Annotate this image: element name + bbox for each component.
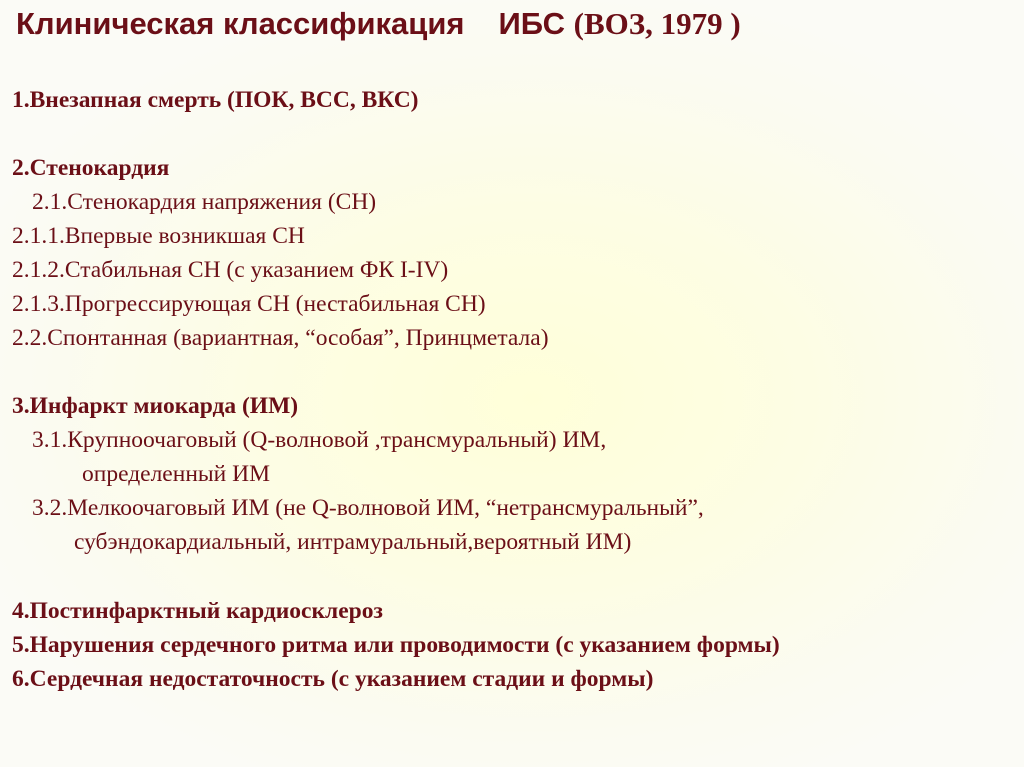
- list-item-3-1-cont: определенный ИМ: [82, 461, 270, 487]
- slide-title: [16, 6, 741, 42]
- list-item-3-2: 3.2.Мелкоочаговый ИМ (не Q-волновой ИМ, “нетрансмуральный”,: [32, 495, 704, 521]
- list-item-3-2-cont: субэндокардиальный, интрамуральный,вероятный ИМ): [74, 529, 632, 555]
- list-item-2: 2.Стенокардия: [12, 155, 170, 181]
- list-item-4: 4.Постинфарктный кардиосклероз: [12, 598, 383, 624]
- list-item-1: 1.Внезапная смерть (ПОК, ВСС, ВКС): [12, 87, 419, 113]
- title-source: (ВОЗ, 1979 ): [573, 6, 741, 41]
- title-abbr: ИБС: [498, 6, 566, 41]
- list-item-2-1-3: 2.1.3.Прогрессирующая СН (нестабильная СН): [12, 291, 486, 317]
- list-item-2-2: 2.2.Спонтанная (вариантная, “особая”, Принцметала): [12, 325, 549, 351]
- list-item-2-1-2: 2.1.2.Стабильная СН (с указанием ФК I-IV): [12, 257, 449, 283]
- list-item-3-1: 3.1.Крупноочаговый (Q-волновой ,трансмуральный) ИМ,: [32, 427, 607, 453]
- list-item-6: 6.Сердечная недостаточность (с указанием стадии и формы): [12, 666, 654, 692]
- list-item-2-1-1: 2.1.1.Впервые возникшая СН: [12, 223, 305, 249]
- title-main: Клиническая классификация: [16, 6, 465, 41]
- list-item-5: 5.Нарушения сердечного ритма или проводимости (с указанием формы): [12, 632, 780, 658]
- list-item-3: 3.Инфаркт миокарда (ИМ): [12, 393, 299, 419]
- list-item-2-1: 2.1.Стенокардия напряжения (СН): [32, 189, 377, 215]
